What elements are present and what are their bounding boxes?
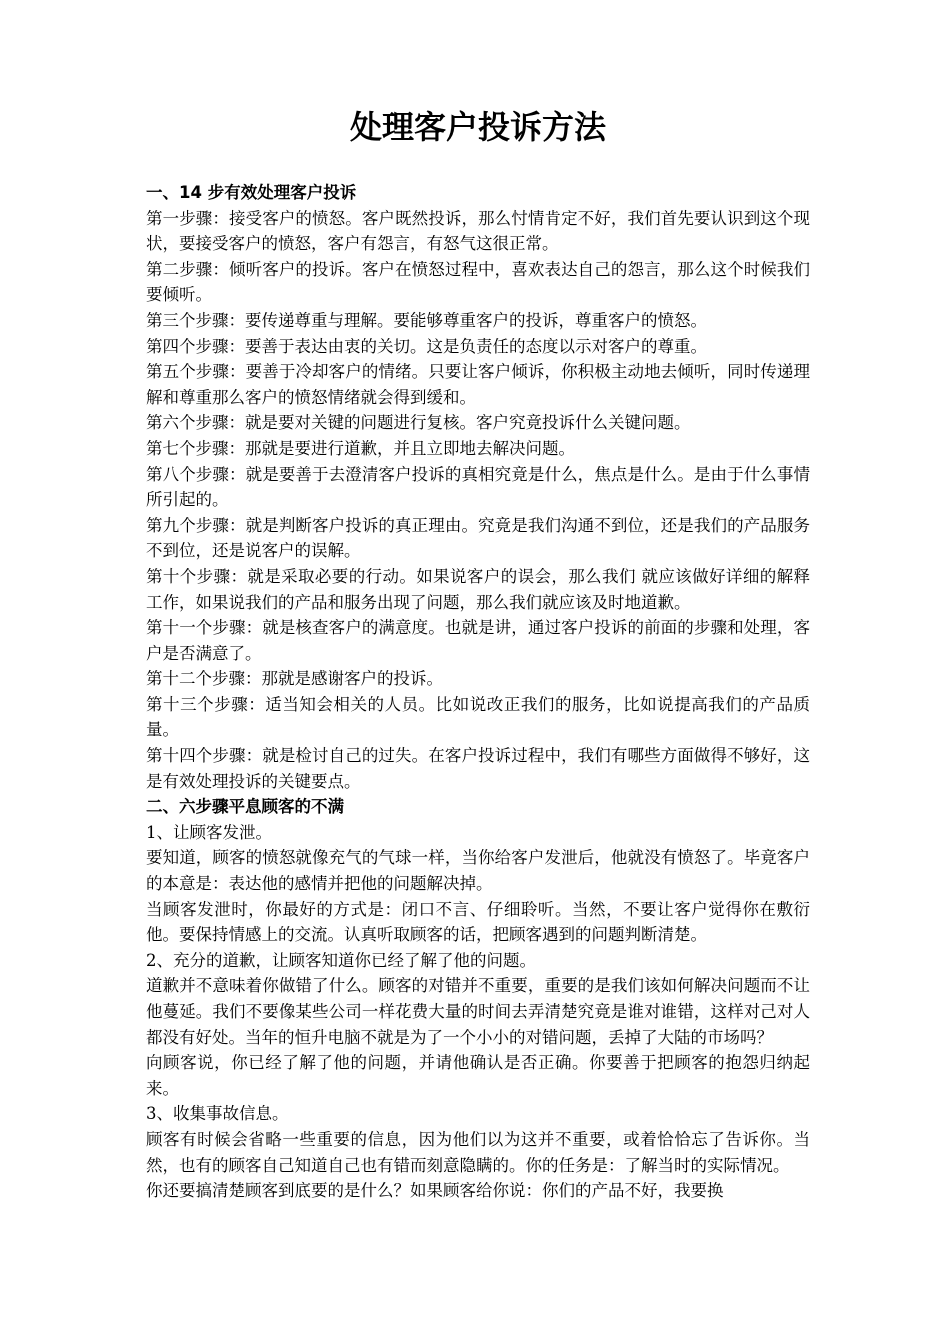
- step-8-paragraph: 第八个步骤：就是要善于去澄清客户投诉的真相究竟是什么，焦点是什么。是由于什么事情所引起的。: [146, 464, 810, 510]
- step-5-paragraph: 第五个步骤：要善于冷却客户的情绪。只要让客户倾诉，你积极主动地去倾听，同时传递理解和尊重那么客户的愤怒情绪就会得到缓和。: [146, 362, 810, 407]
- subheading-apologize: 2、充分的道歉，让顾客知道你已经了解了他的问题。: [146, 950, 536, 970]
- vent-paragraph-1: 要知道，顾客的愤怒就像充气的气球一样，当你给客户发泄后，他就没有愤怒了。毕竟客户的本意是：表达他的感情并把他的问题解决掉。: [146, 848, 810, 894]
- step-3-paragraph: 第三个步骤：要传递尊重与理解。要能够尊重客户的投诉，尊重客户的愤怒。: [146, 310, 707, 330]
- subheading-collect-info: 3、收集事故信息。: [146, 1104, 289, 1124]
- step-14-paragraph: 第十四个步骤：就是检讨自己的过失。在客户投诉过程中，我们有哪些方面做得不够好，这是有效处理投诉的关键要点。: [146, 746, 810, 791]
- step-2-paragraph: 第二步骤：倾听客户的投诉。客户在愤怒过程中，喜欢表达自己的怨言，那么这个时候我们要倾听。: [146, 259, 810, 305]
- step-6-paragraph: 第六个步骤：就是要对关键的问题进行复核。客户究竟投诉什么关键问题。: [146, 413, 691, 433]
- vent-paragraph-2: 当顾客发泄时，你最好的方式是：闭口不言、仔细聆听。当然，不要让客户觉得你在敷衍他。要保持情感上的交流。认真听取顾客的话，把顾客遇到的问题判断清楚。: [146, 899, 810, 945]
- step-1-paragraph: 第一步骤：接受客户的愤怒。客户既然投诉，那么忖情肯定不好，我们首先要认识到这个现状，要接受客户的愤怒，客户有怨言，有怒气这很正常。: [146, 208, 810, 254]
- section-heading-six-steps: 二、六步骤平息顾客的不满: [146, 797, 344, 817]
- apologize-paragraph-1: 道歉并不意味着你做错了什么。顾客的对错并不重要，重要的是我们该如何解决问题而不让他蔓延。我们不要像某些公司一样花费大量的时间去弄清楚究竟是谁对谁错，这样对己对人都没有好处。当年的恒升电脑不就是为了一个小小的对错问题，丢掉了大陆的市场吗？: [146, 976, 810, 1047]
- step-12-paragraph: 第十二个步骤：那就是感谢客户的投诉。: [146, 669, 443, 689]
- subheading-let-customer-vent: 1、让顾客发泄。: [146, 822, 272, 842]
- step-11-paragraph: 第十一个步骤：就是核查客户的满意度。也就是讲，通过客户投诉的前面的步骤和处理，客户是否满意了。: [146, 618, 810, 663]
- step-13-paragraph: 第十三个步骤：适当知会相关的人员。比如说改正我们的服务，比如说提高我们的产品质量。: [146, 694, 810, 740]
- collect-info-paragraph-1: 顾客有时候会省略一些重要的信息，因为他们以为这并不重要，或着恰恰忘了告诉你。当然，也有的顾客自己知道自己也有错而刻意隐瞒的。你的任务是：了解当时的实际情况。: [146, 1129, 810, 1175]
- document-title: 处理客户投诉方法: [349, 108, 606, 146]
- step-7-paragraph: 第七个步骤：那就是要进行道歉，并且立即地去解决问题。: [146, 438, 575, 458]
- section-heading-14-steps: 一、14 步有效处理客户投诉: [146, 183, 357, 202]
- collect-info-paragraph-2: 你还要搞清楚顾客到底要的是什么？如果顾客给你说：你们的产品不好，我要换: [146, 1181, 724, 1201]
- apologize-paragraph-2: 向顾客说，你已经了解了他的问题，并请他确认是否正确。你要善于把顾客的抱怨归纳起来。: [146, 1053, 810, 1098]
- step-9-paragraph: 第九个步骤：就是判断客户投诉的真正理由。究竟是我们沟通不到位，还是我们的产品服务不到位，还是说客户的误解。: [146, 515, 810, 561]
- step-10-paragraph: 第十个步骤：就是采取必要的行动。如果说客户的误会，那么我们 就应该做好详细的解释工作，如果说我们的产品和服务出现了问题，那么我们就应该及时地道歉。: [146, 566, 810, 612]
- step-4-paragraph: 第四个步骤：要善于表达由衷的关切。这是负责任的态度以示对客户的尊重。: [146, 336, 707, 356]
